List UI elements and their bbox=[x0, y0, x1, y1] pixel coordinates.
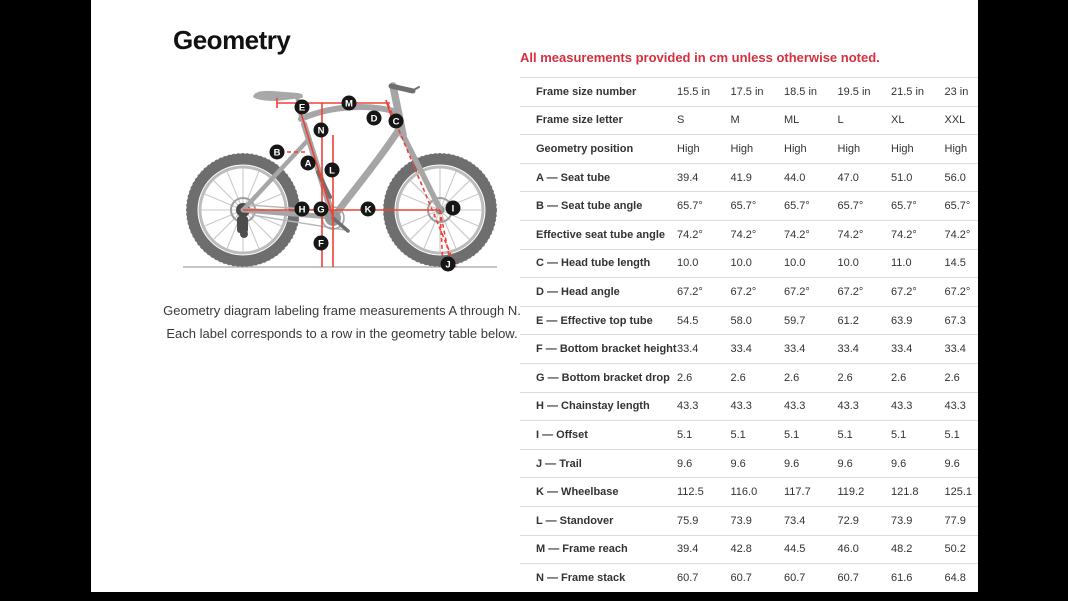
cell: 65.7° bbox=[677, 200, 703, 213]
row-label: H — Chainstay length bbox=[536, 400, 650, 413]
svg-text:J: J bbox=[445, 259, 451, 271]
row-label: C — Head tube length bbox=[536, 257, 651, 270]
cell: 75.9 bbox=[677, 514, 699, 527]
cell: 74.2° bbox=[944, 228, 971, 241]
cell: 5.1 bbox=[837, 428, 853, 441]
measurement-note: All measurements provided in cm unless otherwise noted. bbox=[520, 50, 880, 65]
cell: 59.7 bbox=[784, 314, 806, 327]
diagram-caption bbox=[160, 299, 524, 345]
caption-line-1: Geometry diagram labeling frame measurements A through N. bbox=[163, 303, 521, 318]
cell: 33.4 bbox=[837, 343, 859, 356]
cell: 65.7° bbox=[730, 200, 757, 213]
cell: 72.9 bbox=[837, 514, 859, 527]
row-label: G — Bottom bracket drop bbox=[536, 371, 670, 384]
row-label: Effective seat tube angle bbox=[536, 228, 665, 241]
svg-text:L: L bbox=[329, 165, 335, 177]
diagram-labels bbox=[270, 96, 461, 272]
cell: 48.2 bbox=[891, 543, 913, 556]
caption-line-2: Each label corresponds to a row in the geometry table below. bbox=[166, 326, 518, 341]
cell: 5.1 bbox=[891, 428, 907, 441]
diagram-label-K bbox=[361, 202, 376, 217]
row-label: K — Wheelbase bbox=[536, 486, 619, 499]
cell: 2.6 bbox=[730, 371, 746, 384]
row-label: N — Frame stack bbox=[536, 571, 626, 584]
cell: 56.0 bbox=[944, 171, 966, 184]
diagram-label-J bbox=[441, 257, 456, 272]
cell: 43.3 bbox=[944, 400, 966, 413]
cell: 9.6 bbox=[944, 457, 960, 470]
cell: 67.2° bbox=[730, 285, 757, 298]
diagram-label-G bbox=[314, 202, 329, 217]
cell: 65.7° bbox=[944, 200, 971, 213]
cell: 5.1 bbox=[944, 428, 960, 441]
cell: L bbox=[837, 114, 844, 127]
diagram-label-F bbox=[314, 236, 329, 251]
table-row bbox=[520, 334, 978, 363]
cell: 63.9 bbox=[891, 314, 913, 327]
diagram-label-N bbox=[314, 123, 329, 138]
cell: 9.6 bbox=[784, 457, 800, 470]
cell: 67.2° bbox=[837, 285, 864, 298]
cell: 67.2° bbox=[784, 285, 810, 298]
cell: 33.4 bbox=[784, 343, 806, 356]
table-row bbox=[520, 134, 978, 163]
cell: 65.7° bbox=[837, 200, 864, 213]
cell: 43.3 bbox=[677, 400, 699, 413]
row-label: M — Frame reach bbox=[536, 543, 628, 556]
cell: 15.5 in bbox=[677, 85, 711, 98]
cell: M bbox=[730, 114, 740, 127]
svg-text:D: D bbox=[370, 113, 378, 125]
table-row bbox=[520, 277, 978, 306]
svg-text:K: K bbox=[364, 204, 372, 216]
cell: High bbox=[944, 142, 968, 155]
cell: 10.0 bbox=[784, 257, 806, 270]
row-label: L — Standover bbox=[536, 514, 614, 527]
table-row bbox=[520, 535, 978, 564]
table-row bbox=[520, 563, 978, 592]
cell: 17.5 in bbox=[730, 85, 764, 98]
table-row bbox=[520, 106, 978, 135]
cell: 41.9 bbox=[730, 171, 752, 184]
geometry-table bbox=[520, 77, 978, 592]
cell: 74.2° bbox=[837, 228, 864, 241]
cell: 14.5 bbox=[944, 257, 966, 270]
diagram-label-I bbox=[446, 201, 461, 216]
row-label: A — Seat tube bbox=[536, 171, 611, 184]
cell: 73.4 bbox=[784, 514, 806, 527]
cell: 61.6 bbox=[891, 571, 913, 584]
svg-text:C: C bbox=[392, 116, 400, 128]
cell: 54.5 bbox=[677, 314, 699, 327]
diagram-label-B bbox=[270, 145, 285, 160]
cell: 5.1 bbox=[784, 428, 800, 441]
svg-text:M: M bbox=[345, 98, 353, 110]
cell: 19.5 in bbox=[837, 85, 871, 98]
cell: 61.2 bbox=[837, 314, 859, 327]
cell: 60.7 bbox=[784, 571, 806, 584]
cell: 51.0 bbox=[891, 171, 913, 184]
row-label: D — Head angle bbox=[536, 285, 620, 298]
cell: 60.7 bbox=[730, 571, 752, 584]
cell: 47.0 bbox=[837, 171, 859, 184]
cell: 121.8 bbox=[891, 486, 919, 499]
table-row bbox=[520, 420, 978, 449]
cell: XXL bbox=[944, 114, 966, 127]
cell: 77.9 bbox=[944, 514, 966, 527]
cell: 11.0 bbox=[891, 257, 912, 270]
svg-text:H: H bbox=[298, 204, 306, 216]
cell: 33.4 bbox=[730, 343, 752, 356]
table-row bbox=[520, 506, 978, 535]
cell: 74.2° bbox=[891, 228, 917, 241]
table-row bbox=[520, 249, 978, 278]
cell: 33.4 bbox=[677, 343, 699, 356]
table-row bbox=[520, 77, 978, 106]
diagram-label-H bbox=[295, 202, 310, 217]
cell: 60.7 bbox=[837, 571, 859, 584]
cell: 73.9 bbox=[730, 514, 752, 527]
cell: 43.3 bbox=[891, 400, 913, 413]
cell: 18.5 in bbox=[784, 85, 818, 98]
cell: 43.3 bbox=[730, 400, 752, 413]
cell: 10.0 bbox=[677, 257, 699, 270]
cell: 33.4 bbox=[891, 343, 913, 356]
cell: 10.0 bbox=[837, 257, 859, 270]
cell: S bbox=[677, 114, 685, 127]
cell: 5.1 bbox=[677, 428, 693, 441]
cell: 73.9 bbox=[891, 514, 913, 527]
table-row bbox=[520, 163, 978, 192]
svg-text:G: G bbox=[317, 204, 325, 216]
cell: 44.0 bbox=[784, 171, 806, 184]
svg-text:B: B bbox=[273, 147, 281, 159]
cell: 119.2 bbox=[837, 486, 865, 499]
row-label: I — Offset bbox=[536, 428, 588, 441]
cell: High bbox=[891, 142, 914, 155]
cell: 65.7° bbox=[891, 200, 917, 213]
diagram-label-L bbox=[325, 163, 340, 178]
cell: XL bbox=[891, 114, 905, 127]
saddle bbox=[253, 91, 303, 101]
cell: 2.6 bbox=[891, 371, 907, 384]
cell: 23 in bbox=[944, 85, 969, 98]
diagram-label-C bbox=[389, 114, 404, 129]
row-label: J — Trail bbox=[536, 457, 582, 470]
cell: 9.6 bbox=[677, 457, 693, 470]
table-row bbox=[520, 220, 978, 249]
cell: 9.6 bbox=[891, 457, 907, 470]
cell: High bbox=[837, 142, 861, 155]
cell: 2.6 bbox=[677, 371, 693, 384]
cell: 2.6 bbox=[944, 371, 960, 384]
cell: 46.0 bbox=[837, 543, 859, 556]
cell: 116.0 bbox=[730, 486, 758, 499]
table-row bbox=[520, 449, 978, 478]
svg-text:N: N bbox=[317, 125, 325, 137]
table-row bbox=[520, 363, 978, 392]
table-row bbox=[520, 306, 978, 335]
table-row bbox=[520, 191, 978, 220]
table-row bbox=[520, 392, 978, 421]
cell: High bbox=[730, 142, 754, 155]
cell: 21.5 in bbox=[891, 85, 925, 98]
cell: 117.7 bbox=[784, 486, 811, 499]
cell: 44.5 bbox=[784, 543, 806, 556]
diagram-label-M bbox=[342, 96, 357, 111]
cell: 9.6 bbox=[837, 457, 853, 470]
cell: 42.8 bbox=[730, 543, 752, 556]
cell: 39.4 bbox=[677, 171, 699, 184]
cell: 60.7 bbox=[677, 571, 699, 584]
cell: ML bbox=[784, 114, 800, 127]
cell: High bbox=[677, 142, 700, 155]
cell: 5.1 bbox=[730, 428, 746, 441]
cell: High bbox=[784, 142, 807, 155]
diagram-label-A bbox=[301, 156, 316, 171]
diagram-label-D bbox=[367, 111, 382, 126]
svg-text:F: F bbox=[318, 238, 324, 250]
cell: 58.0 bbox=[730, 314, 752, 327]
svg-text:I: I bbox=[451, 203, 455, 215]
row-label: Geometry position bbox=[536, 142, 634, 155]
table-row bbox=[520, 477, 978, 506]
cell: 50.2 bbox=[944, 543, 966, 556]
row-label: Frame size number bbox=[536, 85, 637, 98]
page-title: Geometry bbox=[173, 25, 291, 56]
row-label: B — Seat tube angle bbox=[536, 200, 643, 213]
cell: 74.2° bbox=[784, 228, 810, 241]
cell: 33.4 bbox=[944, 343, 966, 356]
svg-text:A: A bbox=[304, 158, 312, 170]
cell: 67.2° bbox=[677, 285, 703, 298]
cell: 9.6 bbox=[730, 457, 746, 470]
cell: 67.2° bbox=[944, 285, 971, 298]
cell: 74.2° bbox=[730, 228, 757, 241]
cell: 125.1 bbox=[944, 486, 973, 499]
cell: 64.8 bbox=[944, 571, 966, 584]
row-label: E — Effective top tube bbox=[536, 314, 653, 327]
diagram-label-E bbox=[295, 100, 310, 115]
svg-text:E: E bbox=[298, 102, 306, 114]
cell: 10.0 bbox=[730, 257, 752, 270]
cell: 67.2° bbox=[891, 285, 917, 298]
cell: 2.6 bbox=[837, 371, 853, 384]
cell: 2.6 bbox=[784, 371, 800, 384]
cell: 65.7° bbox=[784, 200, 810, 213]
cell: 74.2° bbox=[677, 228, 703, 241]
cell: 43.3 bbox=[837, 400, 859, 413]
bike-geometry-diagram bbox=[180, 62, 500, 292]
cell: 43.3 bbox=[784, 400, 806, 413]
row-label: Frame size letter bbox=[536, 114, 623, 127]
cell: 112.5 bbox=[677, 486, 704, 499]
row-label: F — Bottom bracket height bbox=[536, 343, 677, 356]
cell: 67.3 bbox=[944, 314, 966, 327]
cell: 39.4 bbox=[677, 543, 699, 556]
